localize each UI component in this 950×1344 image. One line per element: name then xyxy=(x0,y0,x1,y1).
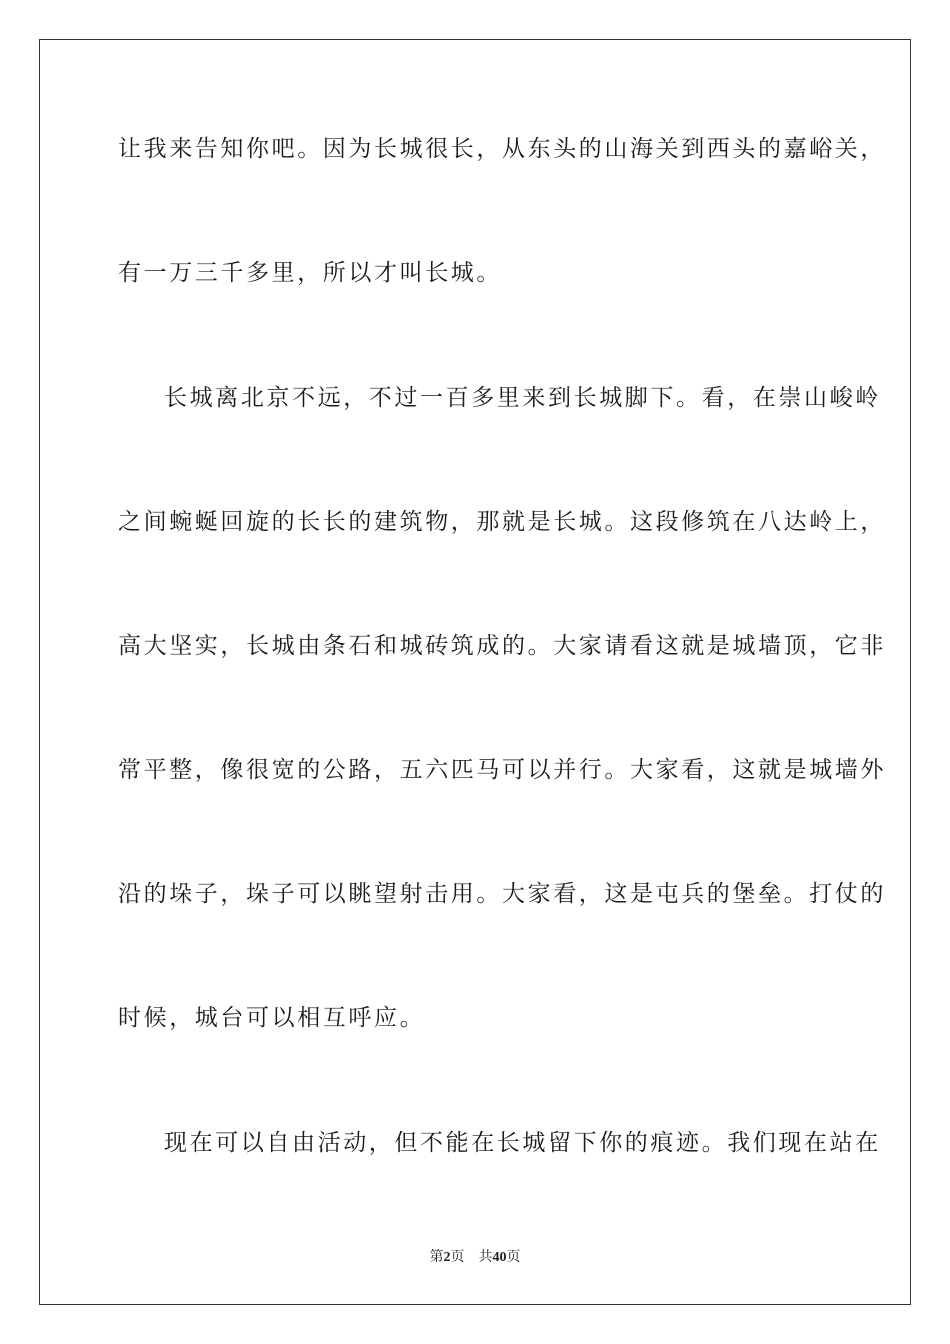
page-suffix: 页 xyxy=(450,1249,465,1265)
total-suffix: 页 xyxy=(506,1249,521,1265)
body-text-line-5: 高大坚实，长城由条石和城砖筑成的。大家请看这就是城墙顶，它非 xyxy=(118,633,886,659)
page-number: 2 xyxy=(443,1250,451,1265)
page-border xyxy=(39,39,911,1305)
body-text-line-8: 时候，城台可以相互呼应。 xyxy=(118,1005,426,1031)
page-prefix: 第 xyxy=(429,1249,444,1265)
page-footer xyxy=(0,1248,950,1267)
body-text-line-2: 有一万三千多里，所以才叫长城。 xyxy=(118,260,502,286)
body-text-line-7: 沿的垛子，垛子可以眺望射击用。大家看，这是屯兵的堡垒。打仗的 xyxy=(118,881,886,907)
body-text-line-9: 现在可以自由活动，但不能在长城留下你的痕迹。我们现在站在 xyxy=(164,1130,881,1156)
total-pages: 40 xyxy=(492,1250,507,1265)
body-text-line-3: 长城离北京不远，不过一百多里来到长城脚下。看，在崇山峻岭 xyxy=(164,385,881,411)
total-prefix: 共 xyxy=(478,1249,493,1265)
body-text-line-1: 让我来告知你吧。因为长城很长，从东头的山海关到西头的嘉峪关， xyxy=(118,136,886,162)
body-text-line-6: 常平整，像很宽的公路，五六匹马可以并行。大家看，这就是城墙外 xyxy=(118,757,886,783)
body-text-line-4: 之间蜿蜒回旋的长长的建筑物，那就是长城。这段修筑在八达岭上， xyxy=(118,509,886,535)
